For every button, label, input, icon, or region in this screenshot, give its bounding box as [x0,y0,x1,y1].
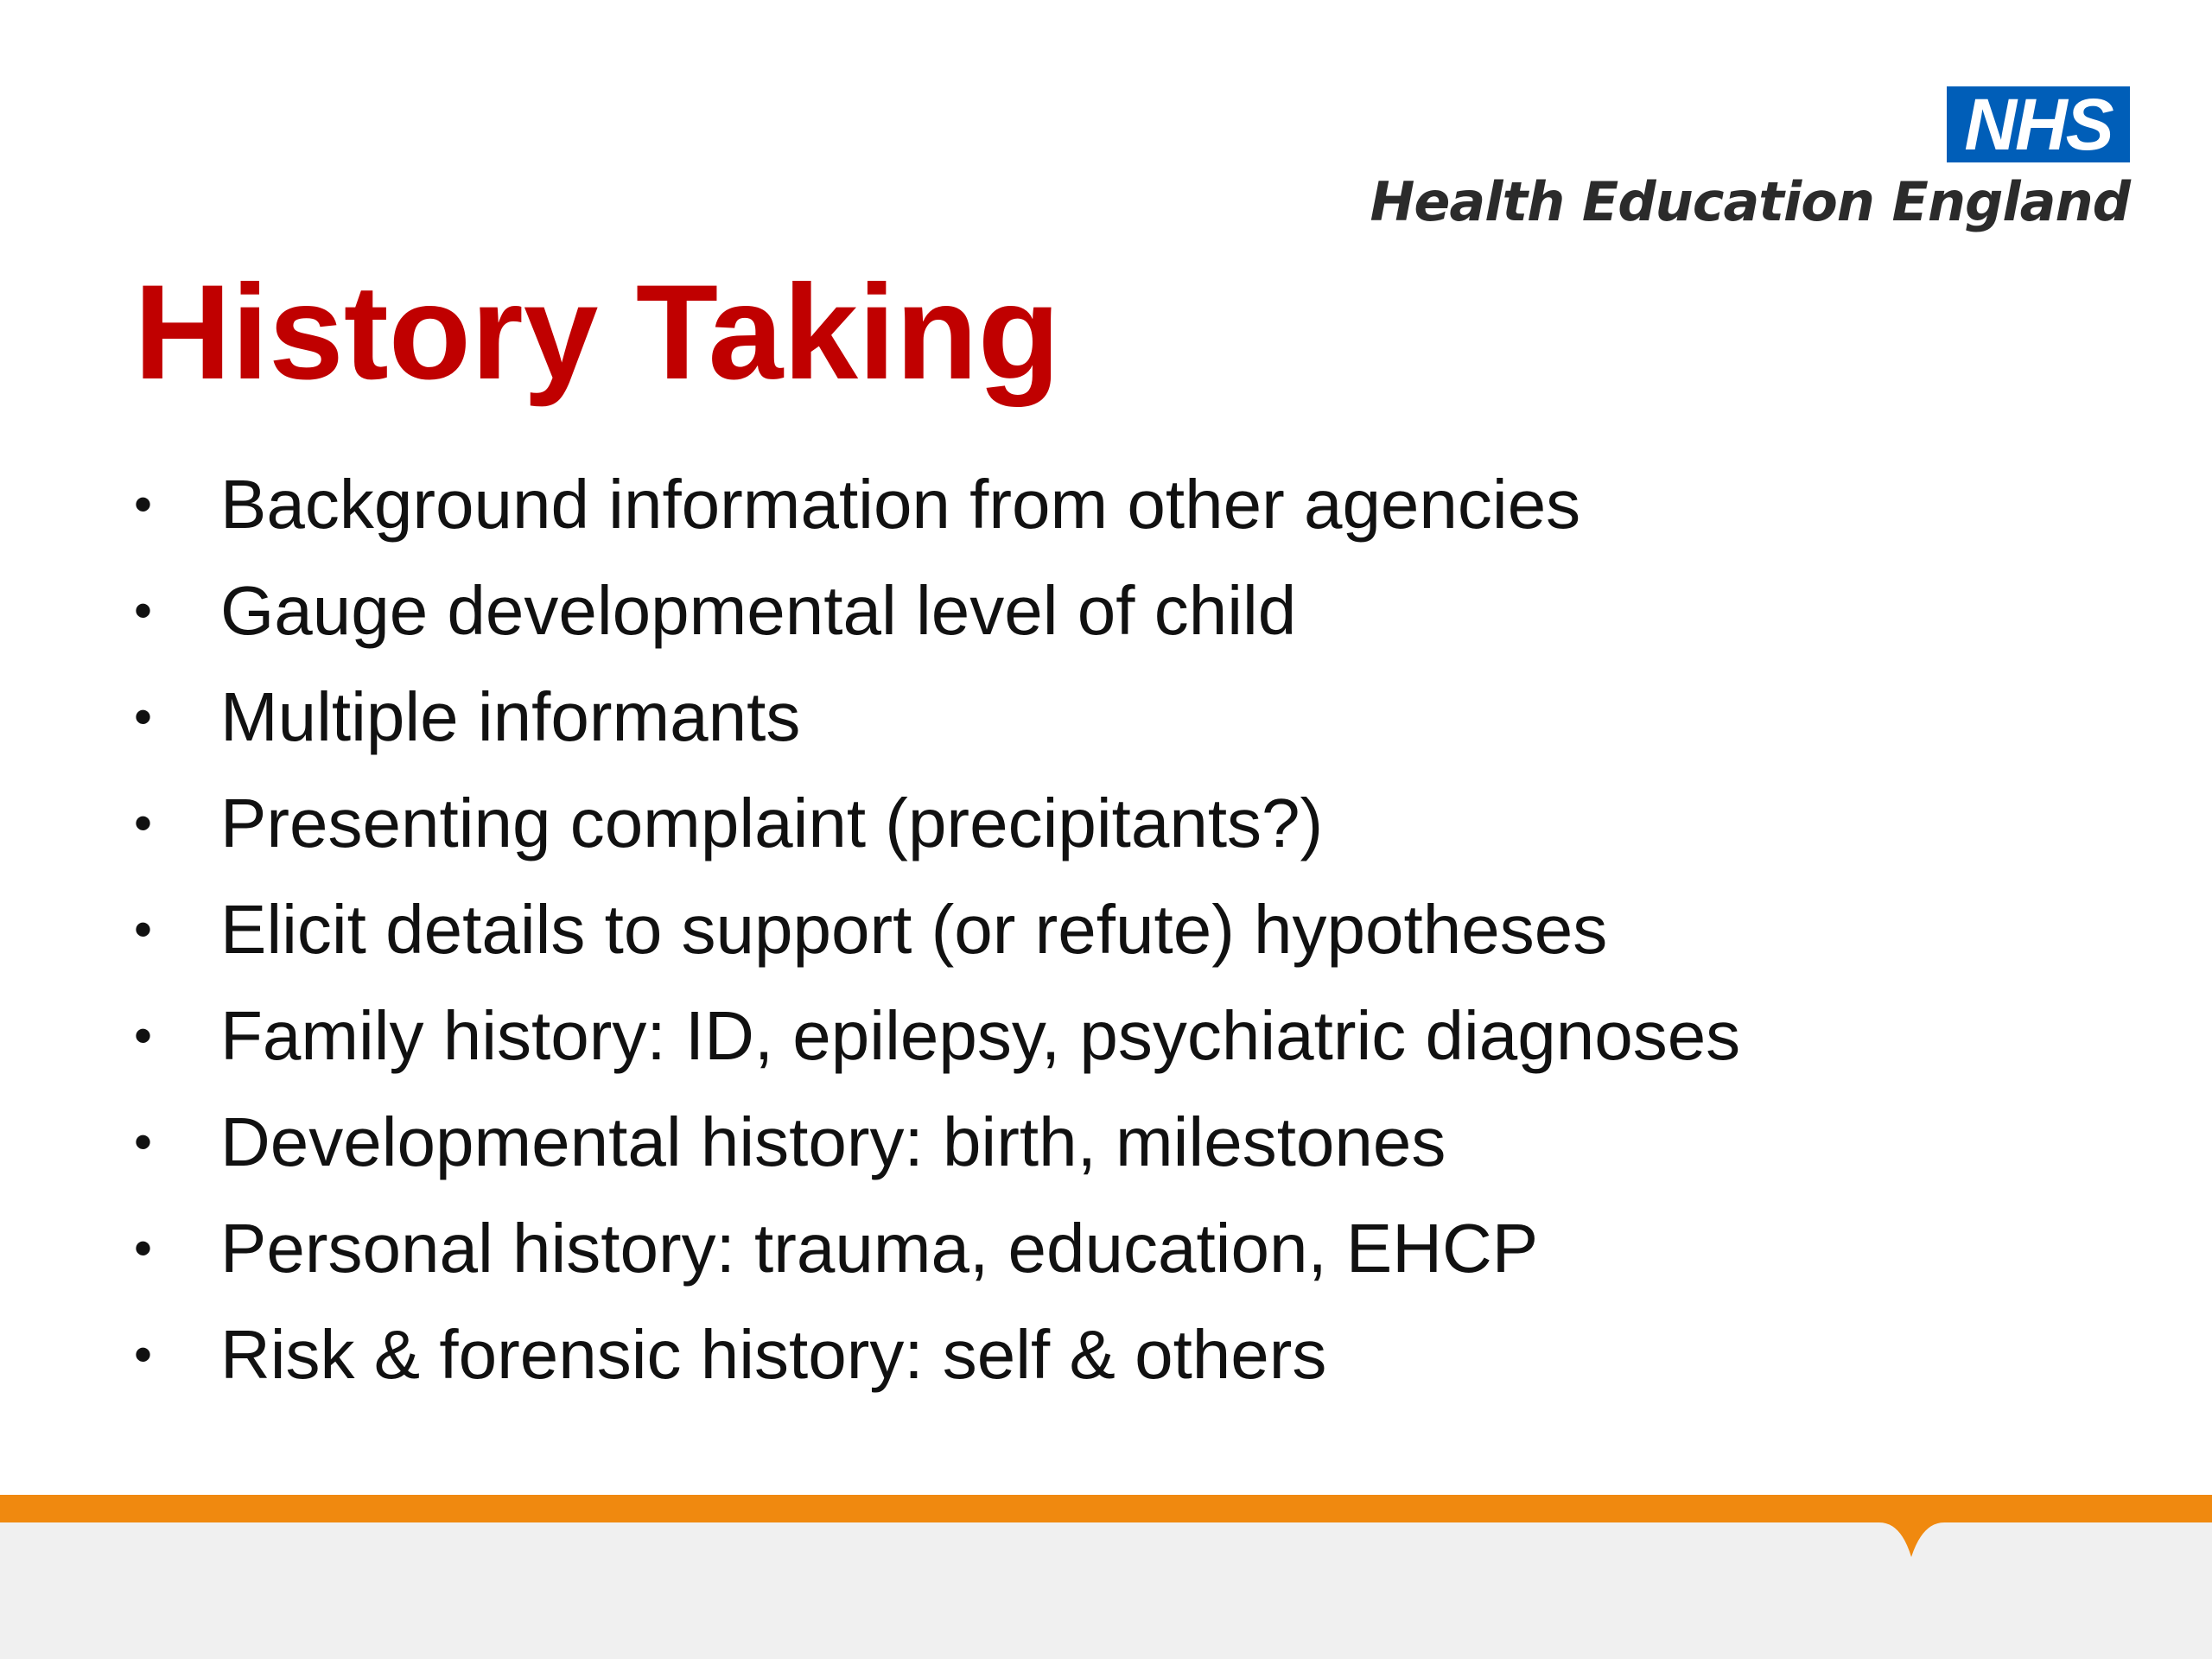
bullet-icon: • [134,794,153,852]
nhs-hee-logo [1370,86,2130,238]
bullet-text: Multiple informants [220,678,801,755]
bullet-icon: • [134,688,153,746]
nhs-badge: NHS [1947,86,2130,162]
bullet-text: Family history: ID, epilepsy, psychiatric diagnoses [220,997,1741,1074]
bullet-text: Developmental history: birth, milestones [220,1103,1446,1180]
bullet-text: Elicit details to support (or refute) hypotheses [220,891,1608,968]
bullet-icon: • [134,1325,153,1383]
bullet-icon: • [134,475,153,533]
footer-panel [0,1519,2212,1659]
footer-band [0,1495,2212,1659]
bullet-icon: • [134,1113,153,1171]
bullet-text: Gauge developmental level of child [220,572,1297,649]
bullet-text: Presenting complaint (precipitants?) [220,785,1324,861]
slide-title: History Taking [134,257,1060,408]
bullet-icon: • [134,1219,153,1277]
bullet-icon: • [134,900,153,958]
footer-graphic [0,1495,2212,1659]
bullet-text: Risk & forensic history: self & others [220,1316,1327,1393]
bullet-icon: • [134,582,153,639]
bullet-text: Background information from other agencies [220,466,1581,543]
bullet-text: Personal history: trauma, education, EHCP [220,1210,1539,1287]
bullet-icon: • [134,1007,153,1065]
organisation-name: Health Education England [1370,170,2130,233]
